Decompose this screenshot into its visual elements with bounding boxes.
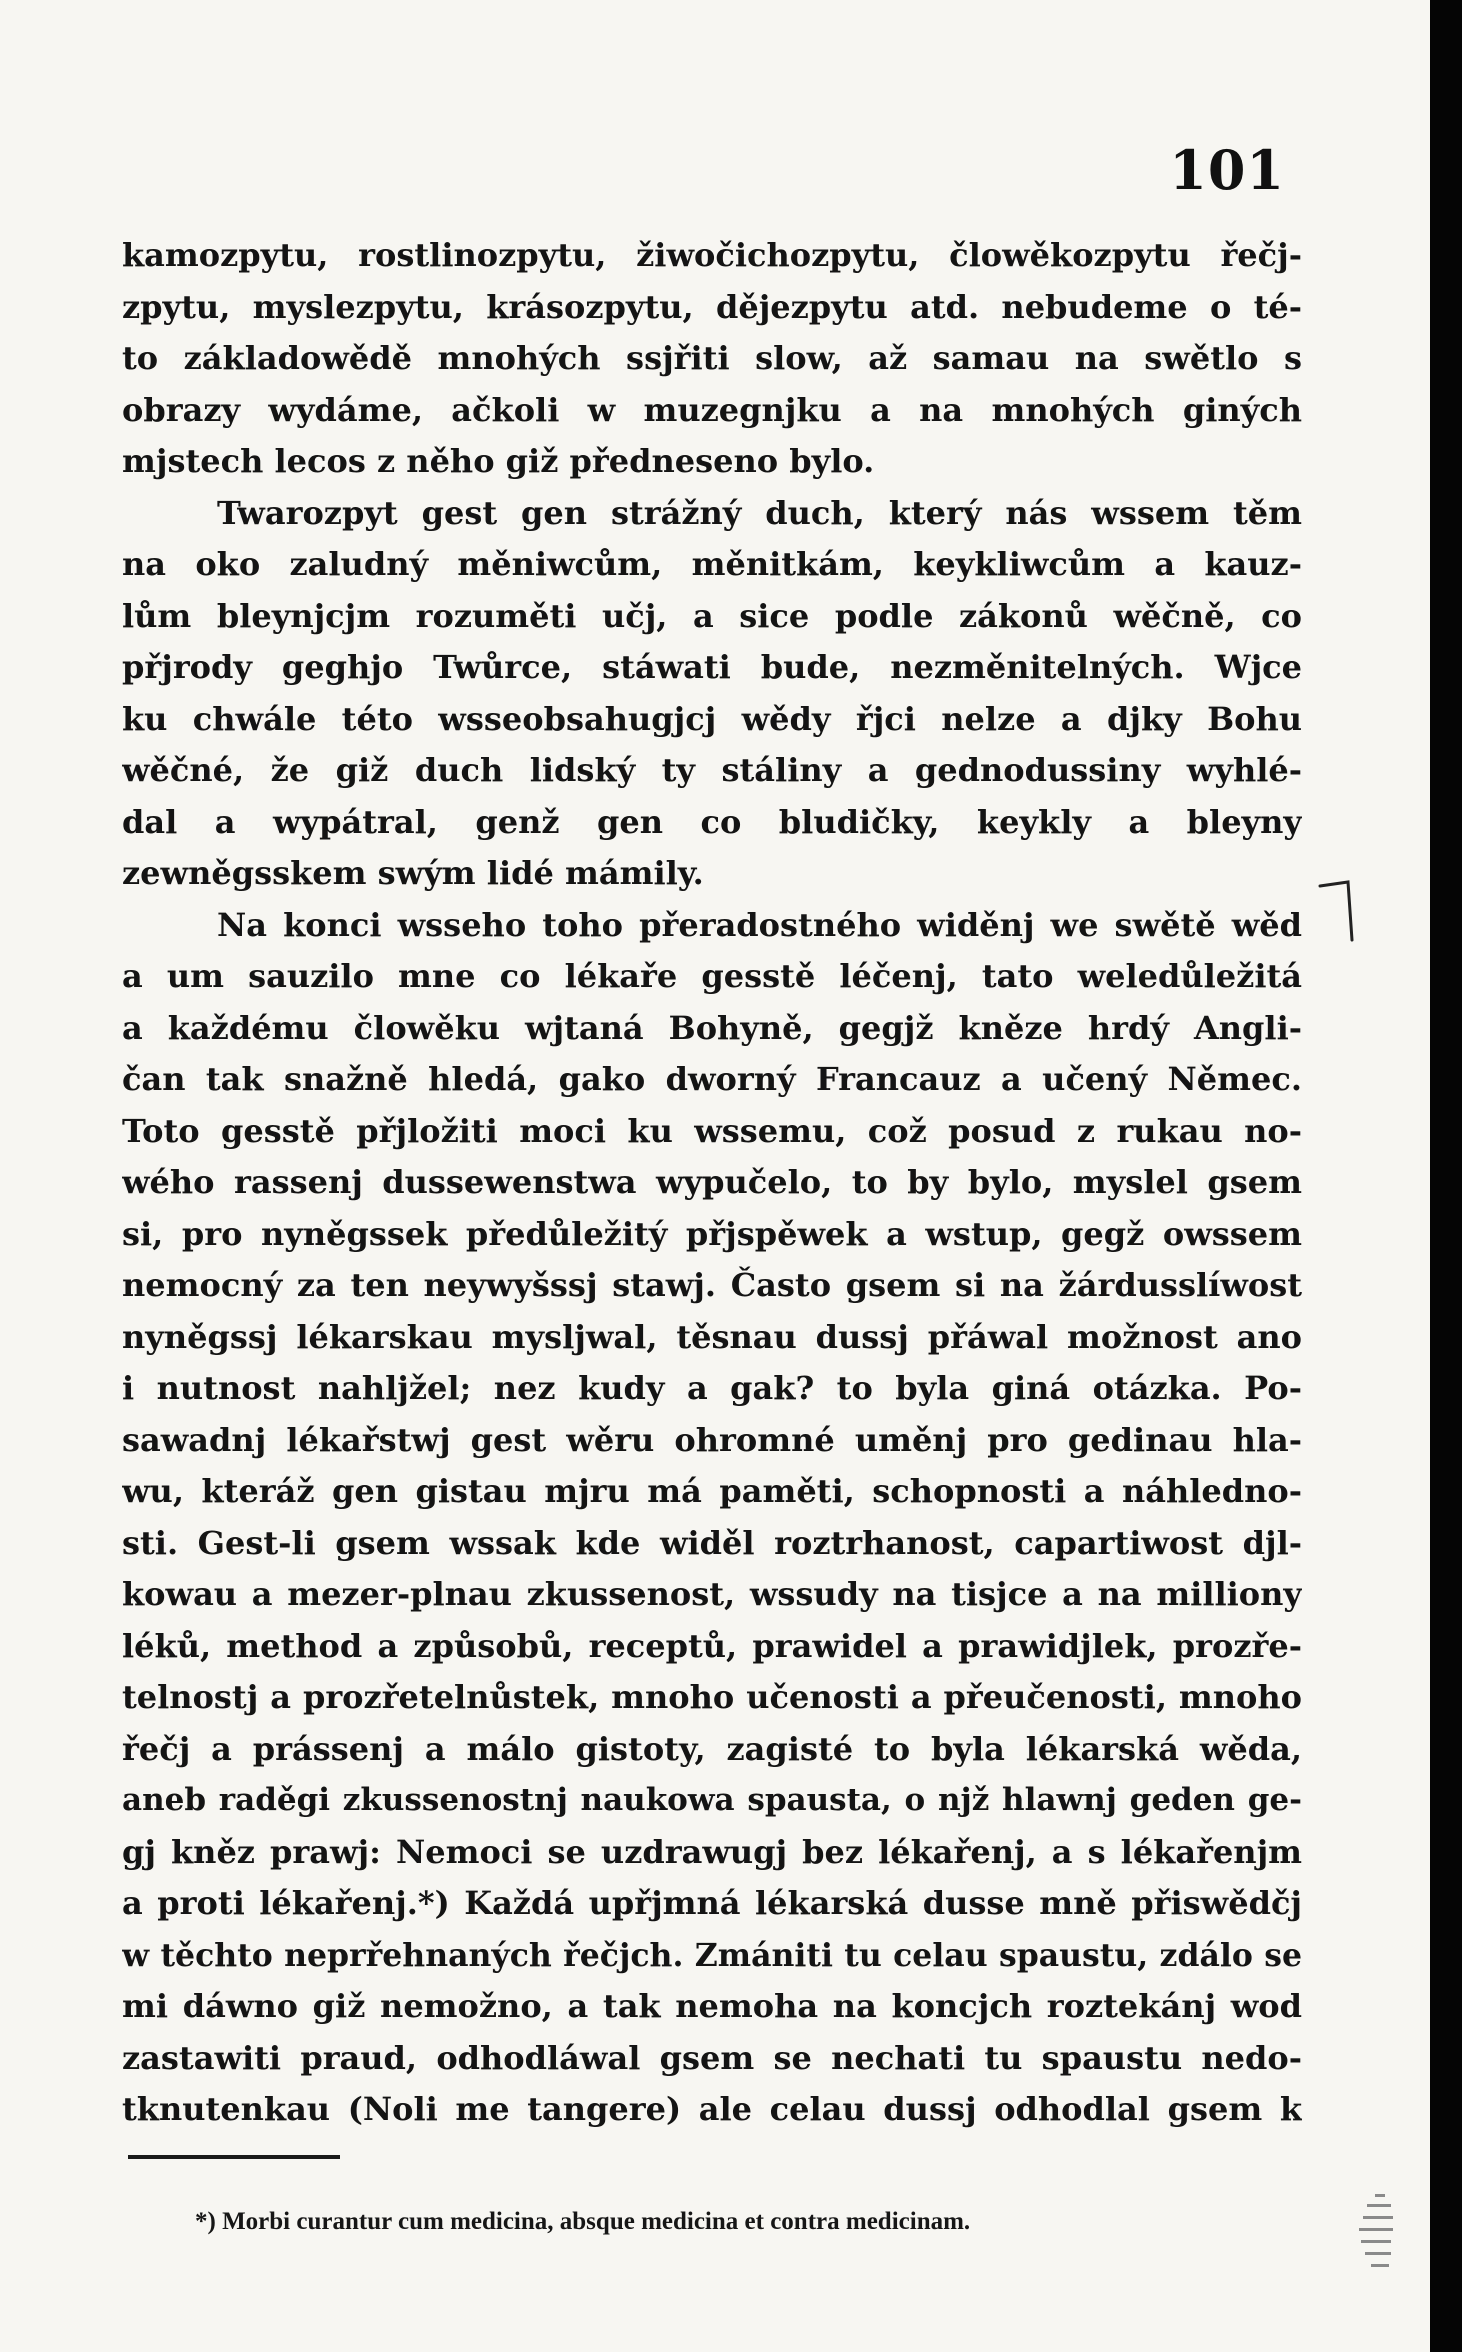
text-line: to základowědě mnohých ssjřiti slow, až samau na swětlo s <box>122 339 1302 377</box>
text-line: gj kněz prawj: Nemoci se uzdrawugj bez lékařenj, a s lékařenjm <box>122 1832 1302 1871</box>
text-line: wěčné, že giž duch lidský ty stáliny a gednodussiny wyhlé- <box>122 751 1302 789</box>
text-line: mi dáwno giž nemožno, a tak nemoha na koncjch roztekánj wod <box>122 1987 1302 2025</box>
text-line: a proti lékařenj.*) Každá upřjmná lékarská dusse mně přiswědčj <box>122 1884 1302 1922</box>
scan-edge <box>1430 0 1462 2352</box>
text-line: zastawiti praud, odhodláwal gsem se nechati tu spaustu nedo- <box>122 2038 1302 2077</box>
text-line: wu, kteráž gen gistau mjru má paměti, schopnosti a náhledno- <box>122 1472 1302 1510</box>
margin-bracket-mark <box>1318 880 1358 944</box>
text-line: ku chwále této wsseobsahugjcj wědy řjci nelze a djky Bohu <box>122 699 1302 738</box>
footnote: *) Morbi curantur cum medicina, absque medicina et contra medicinam. <box>195 2208 971 2235</box>
text-line: w těchto neprřehnaných řečjch. Zmániti tu celau spaustu, zdálo se <box>122 1936 1302 1974</box>
text-line: tknutenkau (Noli me tangere) ale celau dussj odhodlal gsem k <box>122 2090 1302 2128</box>
text-line: a um sauzilo mne co lékaře gesstě léčenj, tato weledůležitá <box>122 957 1302 995</box>
text-line: obrazy wydáme, ačkoli w muzegnjku a na mnohých giných <box>122 390 1302 429</box>
body-text <box>122 230 1302 2136</box>
text-line: si, pro nyněgssek předůležitý přjspěwek a wstup, gegž owssem <box>122 1214 1302 1253</box>
text-line: zewněgsskem swým lidé mámily. <box>122 854 704 892</box>
text-line: na oko zaludný měniwcům, měnitkám, keykliwcům a kauz- <box>122 545 1302 583</box>
text-line: telnostj a prozřetelnůstek, mnoho učenosti a přeučenosti, mnoho <box>122 1678 1302 1716</box>
paragraph-start-line: Twarozpyt gest gen strážný duch, který nás wssem těm <box>217 493 1302 532</box>
text-line: kowau a mezer-plnau zkussenost, wssudy na tisjce a na milliony <box>122 1575 1302 1613</box>
text-line: mjstech lecos z něho giž předneseno bylo. <box>122 442 875 480</box>
print-speck <box>1355 2188 1407 2278</box>
text-line: a každému člowěku wjtaná Bohyně, gegjž kněze hrdý Angli- <box>122 1008 1302 1047</box>
text-line: sti. Gest-li gsem wssak kde widěl roztrhanost, capartiwost djl- <box>122 1523 1302 1562</box>
footnote-rule <box>128 2155 340 2159</box>
text-line: lům bleynjcjm rozuměti učj, a sice podle zákonů wěčně, co <box>122 596 1302 635</box>
text-line: zpytu, myslezpytu, krásozpytu, dějezpytu atd. nebudeme o té- <box>122 287 1302 326</box>
text-line: Toto gesstě přjložiti moci ku wssemu, což posud z rukau no- <box>122 1111 1302 1150</box>
page-number: 101 <box>1169 138 1285 202</box>
text-line: řečj a prássenj a málo gistoty, zagisté to byla lékarská wěda, <box>122 1729 1302 1768</box>
text-line: aneb raděgi zkussenostnj naukowa spausta, o njž hlawnj geden ge- <box>122 1782 1302 1818</box>
text-line: přjrody geghjo Twůrce, stáwati bude, nezměnitelných. Wjce <box>122 648 1302 686</box>
paragraph-start-line: Na konci wsseho toho přeradostného widěnj we swětě wěd <box>217 905 1302 944</box>
text-line: léků, method a způsobů, receptů, prawidel a prawidjlek, prozře- <box>122 1626 1302 1665</box>
text-line: nemocný za ten neywyšssj stawj. Často gsem si na žárdusslíwost <box>122 1266 1302 1304</box>
text-line: wého rassenj dussewenstwa wypučelo, to by bylo, myslel gsem <box>122 1163 1302 1201</box>
text-line: kamozpytu, rostlinozpytu, žiwočichozpytu, člowěkozpytu řečj- <box>122 236 1302 274</box>
text-line: i nutnost nahljžel; nez kudy a gak? to byla giná otázka. Po- <box>122 1369 1302 1407</box>
text-line: dal a wypátral, genž gen co bludičky, keykly a bleyny <box>122 802 1302 841</box>
text-line: sawadnj lékařstwj gest wěru ohromné uměnj pro gedinau hla- <box>122 1420 1302 1459</box>
text-line: nyněgssj lékarskau mysljwal, těsnau dussj přáwal možnost ano <box>122 1317 1302 1356</box>
text-line: čan tak snažně hledá, gako dworný Francauz a učený Němec. <box>122 1060 1302 1098</box>
